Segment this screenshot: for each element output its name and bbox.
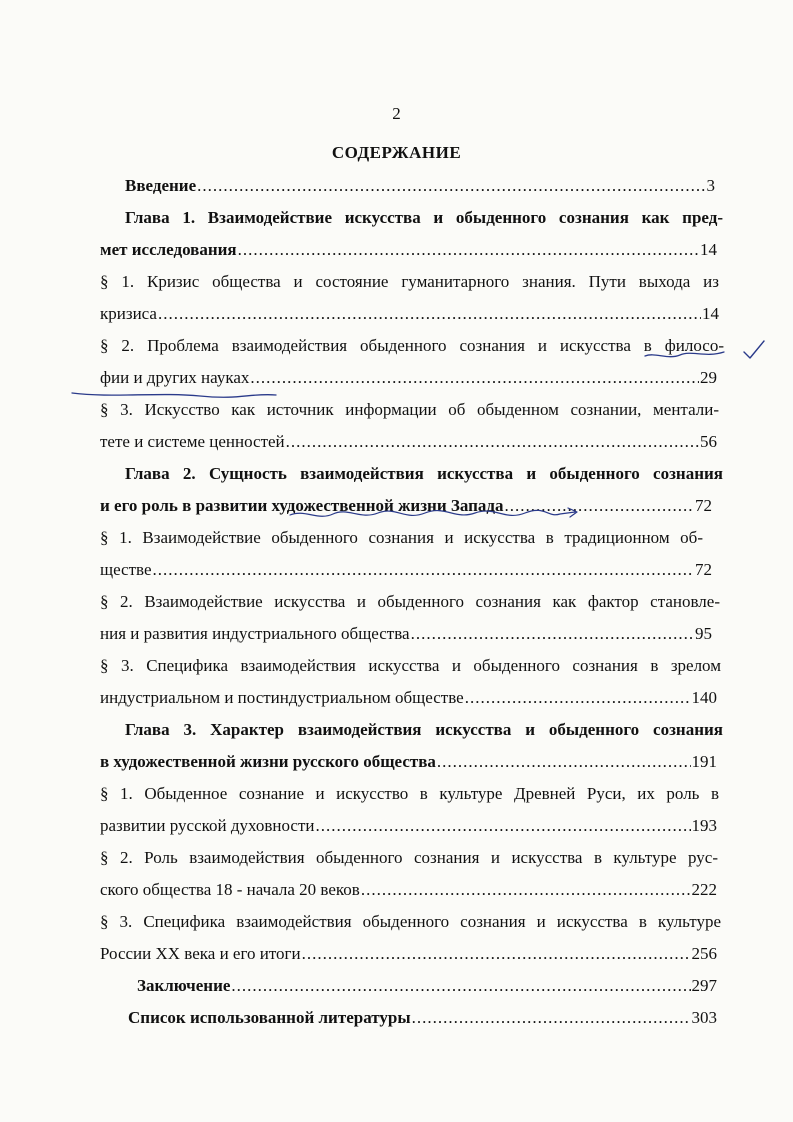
toc-entry-label: кризиса xyxy=(100,304,157,323)
page-number: 2 xyxy=(392,104,401,123)
dot-leader xyxy=(250,362,699,394)
toc-entry-label: России XX века и его итоги xyxy=(100,944,301,963)
toc-section-1-1-end xyxy=(100,298,719,330)
dot-leader xyxy=(231,970,690,1002)
toc-entry-label: мет исследования xyxy=(100,240,237,259)
toc-page-number: 14 xyxy=(702,304,719,323)
toc-page-number: 72 xyxy=(695,496,712,515)
toc-section-2-1: § 1. Взаимодействие обыденного сознания и искусства в традиционном об- xyxy=(100,528,703,547)
toc-chapter-3-title-end xyxy=(100,746,717,778)
toc-entry-label: Введение xyxy=(125,176,197,195)
toc-page-number: 56 xyxy=(700,432,717,451)
toc-entry-conclusion xyxy=(137,970,717,1002)
toc-page-number: 95 xyxy=(695,624,712,643)
toc-entry-label: тете и системе ценностей xyxy=(100,432,285,451)
toc-section-2-2-end xyxy=(100,618,712,650)
page-title: СОДЕРЖАНИЕ xyxy=(331,143,462,162)
checkmark-icon xyxy=(744,341,764,358)
toc-entry-intro xyxy=(125,170,715,202)
toc-entry-label: Заключение xyxy=(137,976,231,995)
toc-section-3-2: § 2. Роль взаимодействия обыденного сознания и искусства в культуре рус- xyxy=(100,848,718,867)
toc-chapter-3-title: Глава 3. Характер взаимодействия искусства и обыденного сознания xyxy=(125,720,723,739)
toc-entry-label: в художественной жизни русского общества xyxy=(100,752,436,771)
dot-leader xyxy=(361,874,691,906)
toc-section-1-3: § 3. Искусство как источник информации об обыденном сознании, ментали- xyxy=(100,400,719,419)
toc-chapter-1-title-end xyxy=(100,234,717,266)
toc-section-3-3-end xyxy=(100,938,717,970)
dot-leader xyxy=(158,298,701,330)
dot-leader xyxy=(412,1002,691,1034)
toc-entry-label: ния и развития индустриального общества xyxy=(100,624,410,643)
dot-leader xyxy=(302,938,691,970)
toc-section-1-2: § 2. Проблема взаимодействия обыденного сознания и искусства в филосо- xyxy=(100,336,724,355)
toc-chapter-2-title: Глава 2. Сущность взаимодействия искусства и обыденного сознания xyxy=(125,464,723,483)
toc-section-2-2: § 2. Взаимодействие искусства и обыденного сознания как фактор становле- xyxy=(100,592,720,611)
toc-section-2-3-end xyxy=(100,682,717,714)
toc-page-number: 303 xyxy=(691,1008,717,1027)
toc-entry-label: ществе xyxy=(100,560,152,579)
toc-entry-label: Список использованной литературы xyxy=(128,1008,411,1027)
toc-page-number: 191 xyxy=(691,752,717,771)
toc-page-number: 193 xyxy=(691,816,717,835)
toc-page-number: 140 xyxy=(691,688,717,707)
dot-leader xyxy=(153,554,694,586)
toc-entry-label: развитии русской духовности xyxy=(100,816,315,835)
toc-chapter-2-title-end xyxy=(100,490,712,522)
toc-section-3-2-end xyxy=(100,874,717,906)
toc-page-number: 256 xyxy=(691,944,717,963)
dot-leader xyxy=(238,234,699,266)
toc-page-number: 3 xyxy=(706,176,715,195)
toc-section-1-1: § 1. Кризис общества и состояние гуманитарного знания. Пути выхода из xyxy=(100,272,719,291)
toc-page-number: 29 xyxy=(700,368,717,387)
toc-page-number: 72 xyxy=(695,560,712,579)
toc-page-number: 222 xyxy=(691,880,717,899)
toc-chapter-1-title: Глава 1. Взаимодействие искусства и обыденного сознания как пред- xyxy=(125,208,723,227)
toc-entry-label: фии и других науках xyxy=(100,368,250,387)
toc-section-3-1-end xyxy=(100,810,717,842)
dot-leader xyxy=(316,810,691,842)
toc-entry-label: ского общества 18 - начала 20 веков xyxy=(100,880,360,899)
toc-page-number: 14 xyxy=(700,240,717,259)
toc-section-2-3: § 3. Специфика взаимодействия искусства и обыденного сознания в зрелом xyxy=(100,656,721,675)
dot-leader xyxy=(465,682,691,714)
dot-leader xyxy=(505,490,694,522)
dot-leader xyxy=(437,746,691,778)
toc-entry-label: индустриальном и постиндустриальном обществе xyxy=(100,688,464,707)
toc-entry-bibliography xyxy=(128,1002,717,1034)
toc-section-1-2-end xyxy=(100,362,717,394)
toc-section-1-3-end xyxy=(100,426,717,458)
toc-page-number: 297 xyxy=(691,976,717,995)
dot-leader xyxy=(197,170,705,202)
toc-section-3-1: § 1. Обыденное сознание и искусство в культуре Древней Руси, их роль в xyxy=(100,784,719,803)
toc-section-3-3: § 3. Специфика взаимодействия обыденного сознания и искусства в культуре xyxy=(100,912,721,931)
dot-leader xyxy=(286,426,699,458)
dot-leader xyxy=(411,618,694,650)
toc-entry-label: и его роль в развитии художественной жизни Запада xyxy=(100,496,504,515)
toc-section-2-1-end xyxy=(100,554,712,586)
